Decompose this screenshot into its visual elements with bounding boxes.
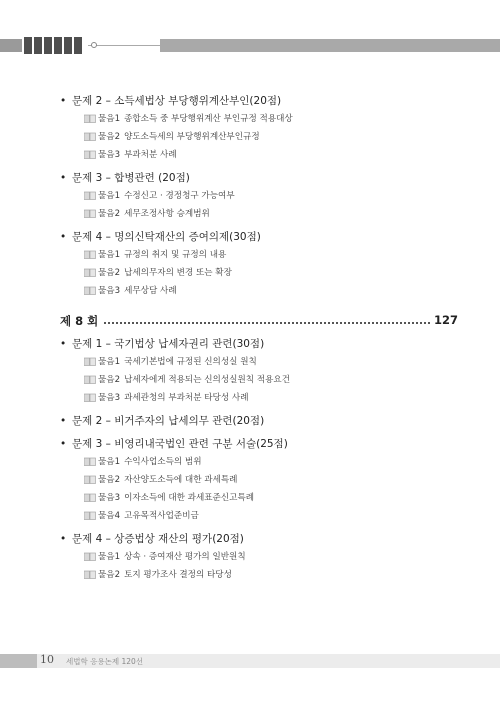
- book-icon: [84, 286, 96, 295]
- toc-subitem[interactable]: 물음2 납세자에게 적용되는 신의성실원칙 적용요건: [84, 374, 290, 386]
- toc-subitem[interactable]: 물음1 종합소득 중 부당행위계산 부인규정 적용대상: [84, 113, 293, 125]
- footer-bar-dark: [0, 654, 37, 668]
- book-icon: [84, 209, 96, 218]
- book-icon: [84, 393, 96, 402]
- chapter-title: 제 8 회: [60, 314, 99, 328]
- toc-section[interactable]: • 문제 2 – 비거주자의 납세의무 관련(20점): [60, 415, 265, 427]
- toc-subitem[interactable]: 물음2 세무조정사항 승계범위: [84, 208, 210, 220]
- toc-section[interactable]: • 문제 4 – 상증법상 재산의 평가(20점): [60, 533, 244, 545]
- toc-subitem[interactable]: 물음1 수정신고 · 경정청구 가능여부: [84, 190, 235, 202]
- book-icon: [84, 191, 96, 200]
- toc-section[interactable]: • 문제 3 – 비영리내국법인 관련 구분 서술(25점): [60, 438, 288, 450]
- header-bar-left: [0, 39, 22, 52]
- footer-book-title: 세법학 응용논제 120선: [66, 657, 144, 666]
- book-icon: [84, 475, 96, 484]
- toc-subitem[interactable]: 물음3 부과처분 사례: [84, 149, 177, 161]
- toc-subitem[interactable]: 물음2 토지 평가조사 결정의 타당성: [84, 569, 232, 581]
- book-icon: [84, 375, 96, 384]
- toc-section[interactable]: • 문제 1 – 국기법상 납세자권리 관련(30점): [60, 338, 265, 350]
- book-icon: [84, 132, 96, 141]
- chapter-page-number: 127: [433, 313, 458, 327]
- header-decoration: [0, 37, 500, 54]
- toc-subitem[interactable]: 물음2 납세의무자의 변경 또는 확장: [84, 267, 232, 279]
- toc-subitem[interactable]: 물음1 수익사업소득의 범위: [84, 456, 202, 468]
- book-icon: [84, 114, 96, 123]
- toc-subitem[interactable]: 물음2 자산양도소득에 대한 과세특례: [84, 474, 237, 486]
- toc-subitem[interactable]: 물음4 고유목적사업준비금: [84, 510, 199, 522]
- header-dot: [91, 42, 97, 48]
- dot-leader: [104, 322, 430, 324]
- toc-subitem[interactable]: 물음3 이자소득에 대한 과세표준신고특례: [84, 492, 254, 504]
- book-icon: [84, 150, 96, 159]
- header-blocks: [24, 37, 82, 54]
- toc-subitem[interactable]: 물음3 세무상담 사례: [84, 285, 177, 297]
- toc-subitem[interactable]: 물음1 규정의 취지 및 규정의 내용: [84, 249, 226, 261]
- footer-page-number: 10: [40, 653, 54, 666]
- book-icon: [84, 511, 96, 520]
- book-icon: [84, 357, 96, 366]
- toc-subitem[interactable]: 물음3 과세관청의 부과처분 타당성 사례: [84, 392, 249, 404]
- book-icon: [84, 268, 96, 277]
- toc-subitem[interactable]: 물음2 양도소득세의 부당행위계산부인규정: [84, 131, 260, 143]
- book-icon: [84, 250, 96, 259]
- chapter-heading[interactable]: [60, 313, 458, 327]
- book-icon: [84, 457, 96, 466]
- toc-subitem[interactable]: 물음1 상속 · 증여재산 평가의 일반원칙: [84, 551, 246, 563]
- book-icon: [84, 570, 96, 579]
- toc-section[interactable]: • 문제 2 – 소득세법상 부당행위계산부인(20점): [60, 95, 282, 107]
- toc-section[interactable]: • 문제 4 – 명의신탁재산의 증여의제(30점): [60, 231, 261, 243]
- book-icon: [84, 493, 96, 502]
- header-bar-right: [160, 39, 500, 52]
- toc-section[interactable]: • 문제 3 – 합병관련 (20점): [60, 172, 190, 184]
- book-icon: [84, 552, 96, 561]
- toc-subitem[interactable]: 물음1 국세기본법에 규정된 신의성실 원칙: [84, 356, 257, 368]
- page-footer: [0, 650, 500, 672]
- header-line: [88, 45, 160, 46]
